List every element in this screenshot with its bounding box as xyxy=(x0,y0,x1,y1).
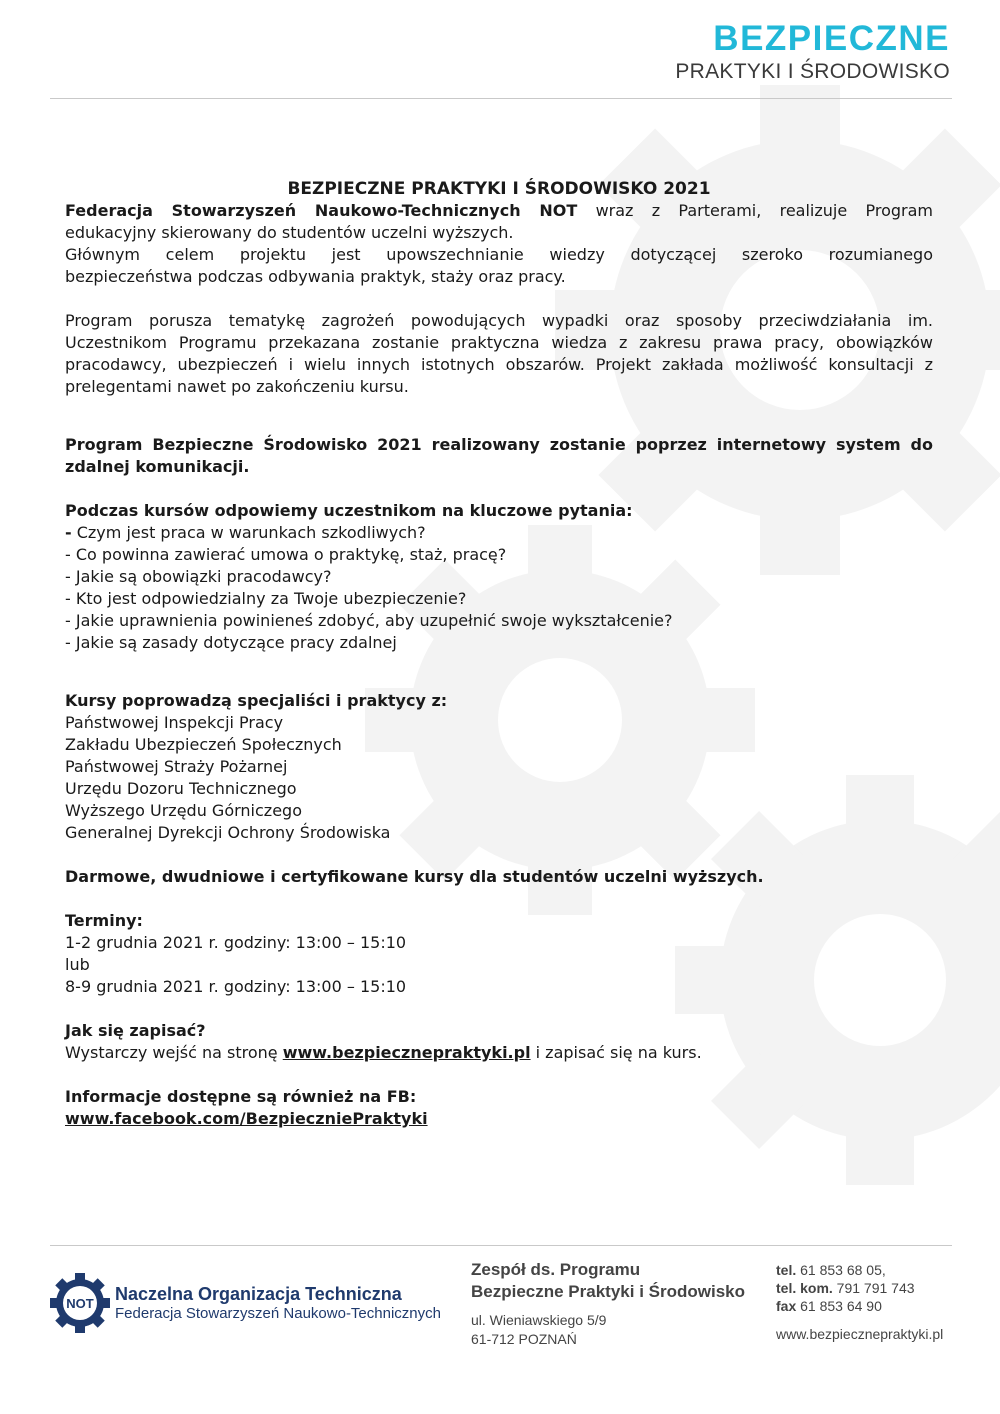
facebook-link[interactable]: www.facebook.com/BezpieczniePraktyki xyxy=(65,1109,428,1128)
not-gear-logo-icon xyxy=(50,1273,110,1333)
term-date: 8-9 grudnia 2021 r. godziny: 13:00 – 15:10 xyxy=(65,977,407,996)
org-block xyxy=(115,1283,441,1323)
phone-line xyxy=(776,1261,943,1279)
program-paragraph: Program porusza tematykę zagrożeń powodujących wypadki oraz sposoby przeciwdziałania im. Uczestnikom Programu przekazana zostanie praktyczna wiedza z zakresu prawa pracy, obowiązków pracodawcy, ubezpieczeń i wielu innych istotnych obszarów. Projekt zakłada możliwość konsultacji z prelegentami nawet po zakończeniu kursu. xyxy=(65,311,933,396)
brand-logo-line2: PRAKTYKI I ŚRODOWISKO xyxy=(675,60,950,83)
signup-website-link[interactable]: www.bezpiecznepraktyki.pl xyxy=(282,1043,531,1062)
phone-label: tel. xyxy=(776,1262,797,1278)
question-dash: - xyxy=(65,523,72,542)
specialist-item: Zakładu Ubezpieczeń Społecznych xyxy=(65,735,342,754)
free-courses-note: Darmowe, dwudniowe i certyfikowane kursy dla studentów uczelni wyższych. xyxy=(65,867,764,886)
question-text: Czym jest praca w warunkach szkodliwych? xyxy=(71,523,426,542)
brand-logo xyxy=(675,20,950,84)
question-item: - Co powinna zawierać umowa o praktykę, staż, pracę? xyxy=(65,545,507,564)
question-item: - Jakie są obowiązki pracodawcy? xyxy=(65,567,332,586)
footer xyxy=(0,1255,1000,1405)
team-line2: Bezpieczne Praktyki i Środowisko xyxy=(471,1282,745,1301)
intro-line1 xyxy=(65,200,933,222)
specialist-item: Urzędu Dozoru Technicznego xyxy=(65,779,297,798)
phone-value: 61 853 68 05, xyxy=(796,1262,886,1278)
header-divider xyxy=(50,98,952,99)
question-item xyxy=(65,522,933,544)
footer-website[interactable]: www.bezpiecznepraktyki.pl xyxy=(776,1326,944,1342)
specialist-item: Wyższego Urzędu Górniczego xyxy=(65,801,302,820)
not-logo-text: NOT xyxy=(66,1296,94,1311)
footer-divider xyxy=(50,1245,952,1246)
org-subtitle: Federacja Stowarzyszeń Naukowo-Technicznych xyxy=(115,1305,441,1322)
goal-line1: Głównym celem projektu jest upowszechnianie wiedzy dotyczącej szeroko rozumianego xyxy=(65,245,933,264)
contact-block xyxy=(776,1261,943,1343)
fax-label: fax xyxy=(776,1298,797,1314)
specialist-item: Państwowej Inspekcji Pracy xyxy=(65,713,284,732)
question-item: - Jakie uprawnienia powinieneś zdobyć, aby uzupełnić swoje wykształcenie? xyxy=(65,611,673,630)
specialist-item: Państwowej Straży Pożarnej xyxy=(65,757,288,776)
team-block xyxy=(471,1259,745,1349)
signup-text xyxy=(65,1042,933,1064)
document-title: BEZPIECZNE PRAKTYKI I ŚRODOWISKO 2021 xyxy=(287,179,711,199)
mobile-label: tel. kom. xyxy=(776,1280,833,1296)
org-name: Naczelna Organizacja Techniczna xyxy=(115,1284,402,1304)
intro-line1-rest: wraz z Parterami, realizuje Program xyxy=(577,201,933,220)
questions-heading: Podczas kursów odpowiemy uczestnikom na kluczowe pytania: xyxy=(65,501,633,520)
terms-heading: Terminy: xyxy=(65,911,143,930)
intro-org-name: Federacja Stowarzyszeń Naukowo-Technicznych NOT xyxy=(65,201,578,220)
specialist-item: Generalnej Dyrekcji Ochrony Środowiska xyxy=(65,823,391,842)
document-body xyxy=(65,178,933,1130)
remote-statement: Program Bezpieczne Środowisko 2021 realizowany zostanie poprzez internetowy system do zdalnej komunikacji. xyxy=(65,435,933,476)
mobile-value: 791 791 743 xyxy=(832,1280,915,1296)
facebook-link-line xyxy=(65,1108,933,1130)
team-line1: Zespół ds. Programu xyxy=(471,1260,641,1279)
signup-text-before: Wystarczy wejść na stronę xyxy=(65,1043,283,1062)
address-line2: 61-712 POZNAŃ xyxy=(471,1331,577,1347)
mobile-line xyxy=(776,1279,943,1297)
address-line1: ul. Wieniawskiego 5/9 xyxy=(471,1312,607,1328)
question-item: - Jakie są zasady dotyczące pracy zdalnej xyxy=(65,633,397,652)
specialists-heading: Kursy poprowadzą specjaliści i praktycy z: xyxy=(65,691,448,710)
fax-value: 61 853 64 90 xyxy=(796,1298,882,1314)
fax-line xyxy=(776,1297,943,1315)
facebook-heading: Informacje dostępne są również na FB: xyxy=(65,1087,417,1106)
term-or: lub xyxy=(65,955,90,974)
intro-line2: edukacyjny skierowany do studentów uczelni wyższych. xyxy=(65,223,514,242)
goal-line2: bezpieczeństwa podczas odbywania praktyk, staży oraz pracy. xyxy=(65,267,566,286)
term-date: 1-2 grudnia 2021 r. godziny: 13:00 – 15:10 xyxy=(65,933,407,952)
signup-heading: Jak się zapisać? xyxy=(65,1021,206,1040)
brand-logo-line1: BEZPIECZNE xyxy=(713,19,950,58)
signup-text-after: i zapisać się na kurs. xyxy=(530,1043,702,1062)
question-item: - Kto jest odpowiedzialny za Twoje ubezpieczenie? xyxy=(65,589,467,608)
